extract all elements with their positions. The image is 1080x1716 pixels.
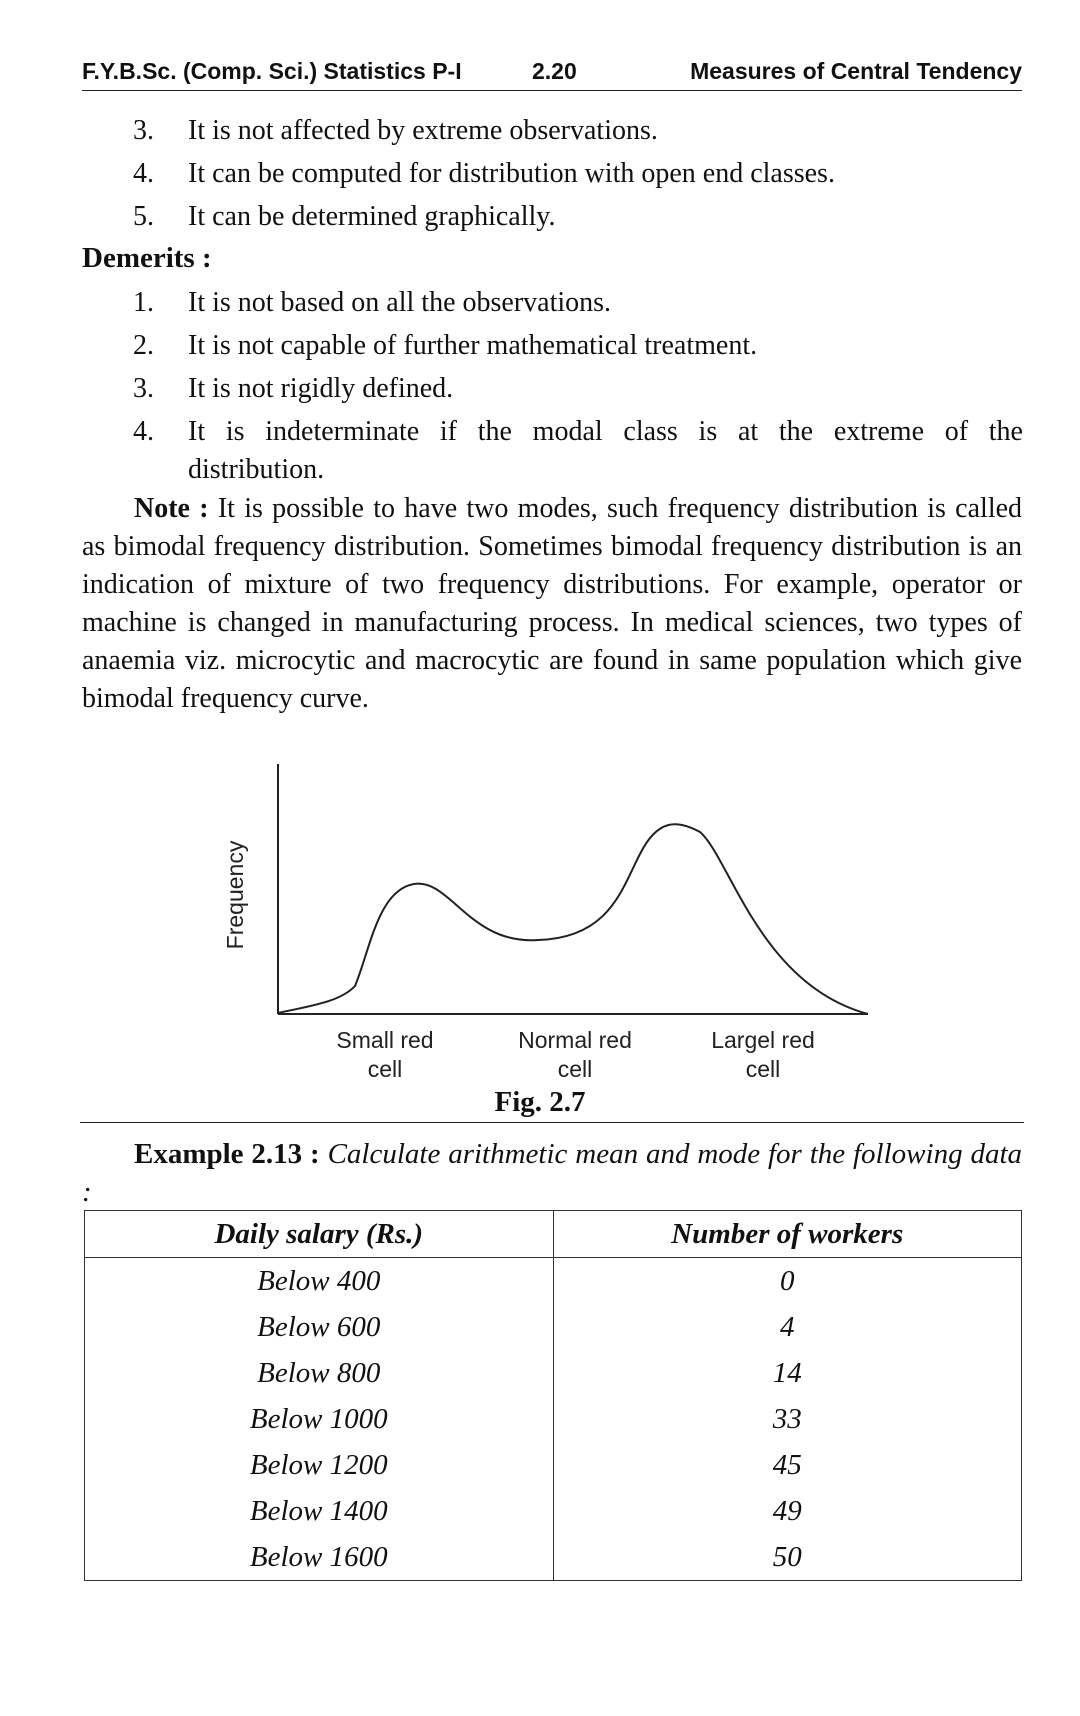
table-header-row (85, 1211, 1022, 1258)
table-row (85, 1396, 1022, 1442)
figure-caption: Fig. 2.7 (494, 1086, 586, 1118)
header-book-title: F.Y.B.Sc. (Comp. Sci.) Statistics P-I (82, 58, 462, 84)
salary-cell: Below 1000 (85, 1396, 554, 1442)
salary-table (84, 1210, 1022, 1581)
column-header-daily-salary: Daily salary (Rs.) (85, 1211, 554, 1258)
salary-cell: Below 400 (85, 1258, 554, 1305)
x-label-small-red-cell: Small red (336, 1027, 434, 1053)
workers-cell: 49 (553, 1488, 1022, 1534)
demerit-number: 4. (133, 416, 154, 447)
table-row (85, 1304, 1022, 1350)
x-label-large-red-cell: Largel red (711, 1027, 815, 1053)
example-label: Example 2.13 : (134, 1138, 320, 1170)
y-axis-label: Frequency (222, 840, 248, 950)
demerit-text-line2: distribution. (188, 454, 325, 485)
table-row (85, 1350, 1022, 1396)
x-label-normal-red-cell: Normal red (518, 1027, 632, 1053)
note-label: Note : (134, 493, 209, 524)
merit-number: 3. (133, 115, 154, 146)
table-row (85, 1258, 1022, 1305)
example-text: Calculate arithmetic mean and mode for the following data : (82, 1138, 1022, 1208)
salary-cell: Below 1600 (85, 1534, 554, 1581)
demerit-text: It is not capable of further mathematical treatment. (188, 330, 758, 361)
header-page-number: 2.20 (532, 58, 577, 84)
salary-cell: Below 600 (85, 1304, 554, 1350)
note-text: It is possible to have two modes, such frequency distribution is called as bimodal frequency distribution. Sometimes bimodal frequency distribution is an indication of mixture of two frequency distributions. For example, operator or machine is changed in manufacturing process. In medical sciences, two types of anaemia viz. microcytic and macrocytic are found in same population which give bimodal frequency curve. (82, 493, 1023, 714)
bimodal-curve (278, 824, 868, 1014)
merit-text: It can be computed for distribution with open end classes. (188, 158, 835, 189)
workers-cell: 45 (553, 1442, 1022, 1488)
demerit-number: 3. (133, 373, 154, 404)
demerit-text-line1: It is indeterminate if the modal class is at the extreme of the (188, 416, 1023, 447)
example-statement (82, 1135, 1022, 1211)
demerits-heading: Demerits : (82, 242, 212, 274)
column-header-number-of-workers: Number of workers (553, 1211, 1022, 1258)
salary-cell: Below 800 (85, 1350, 554, 1396)
demerit-text: It is not based on all the observations. (188, 287, 612, 318)
note-paragraph (82, 490, 1022, 718)
table-row (85, 1488, 1022, 1534)
demerit-item (133, 413, 1023, 493)
bimodal-curve-figure (200, 760, 900, 1090)
merit-number: 4. (133, 158, 154, 189)
merit-text: It is not affected by extreme observations. (188, 115, 658, 146)
x-label-small-red-cell-line2: cell (367, 1056, 403, 1082)
workers-cell: 33 (553, 1396, 1022, 1442)
salary-cell: Below 1400 (85, 1488, 554, 1534)
table-row (85, 1534, 1022, 1581)
page-header (82, 54, 1022, 91)
demerit-number: 2. (133, 330, 154, 361)
x-label-large-red-cell-line2: cell (745, 1056, 781, 1082)
header-chapter-title: Measures of Central Tendency (690, 58, 1022, 84)
salary-cell: Below 1200 (85, 1442, 554, 1488)
demerit-number: 1. (133, 287, 154, 318)
section-divider (80, 1122, 1024, 1123)
x-label-normal-red-cell-line2: cell (557, 1056, 593, 1082)
merit-text: It can be determined graphically. (188, 201, 556, 232)
workers-cell: 14 (553, 1350, 1022, 1396)
workers-cell: 4 (553, 1304, 1022, 1350)
demerit-text: It is not rigidly defined. (188, 373, 454, 404)
workers-cell: 0 (553, 1258, 1022, 1305)
workers-cell: 50 (553, 1534, 1022, 1581)
table-row (85, 1442, 1022, 1488)
merit-number: 5. (133, 201, 154, 232)
